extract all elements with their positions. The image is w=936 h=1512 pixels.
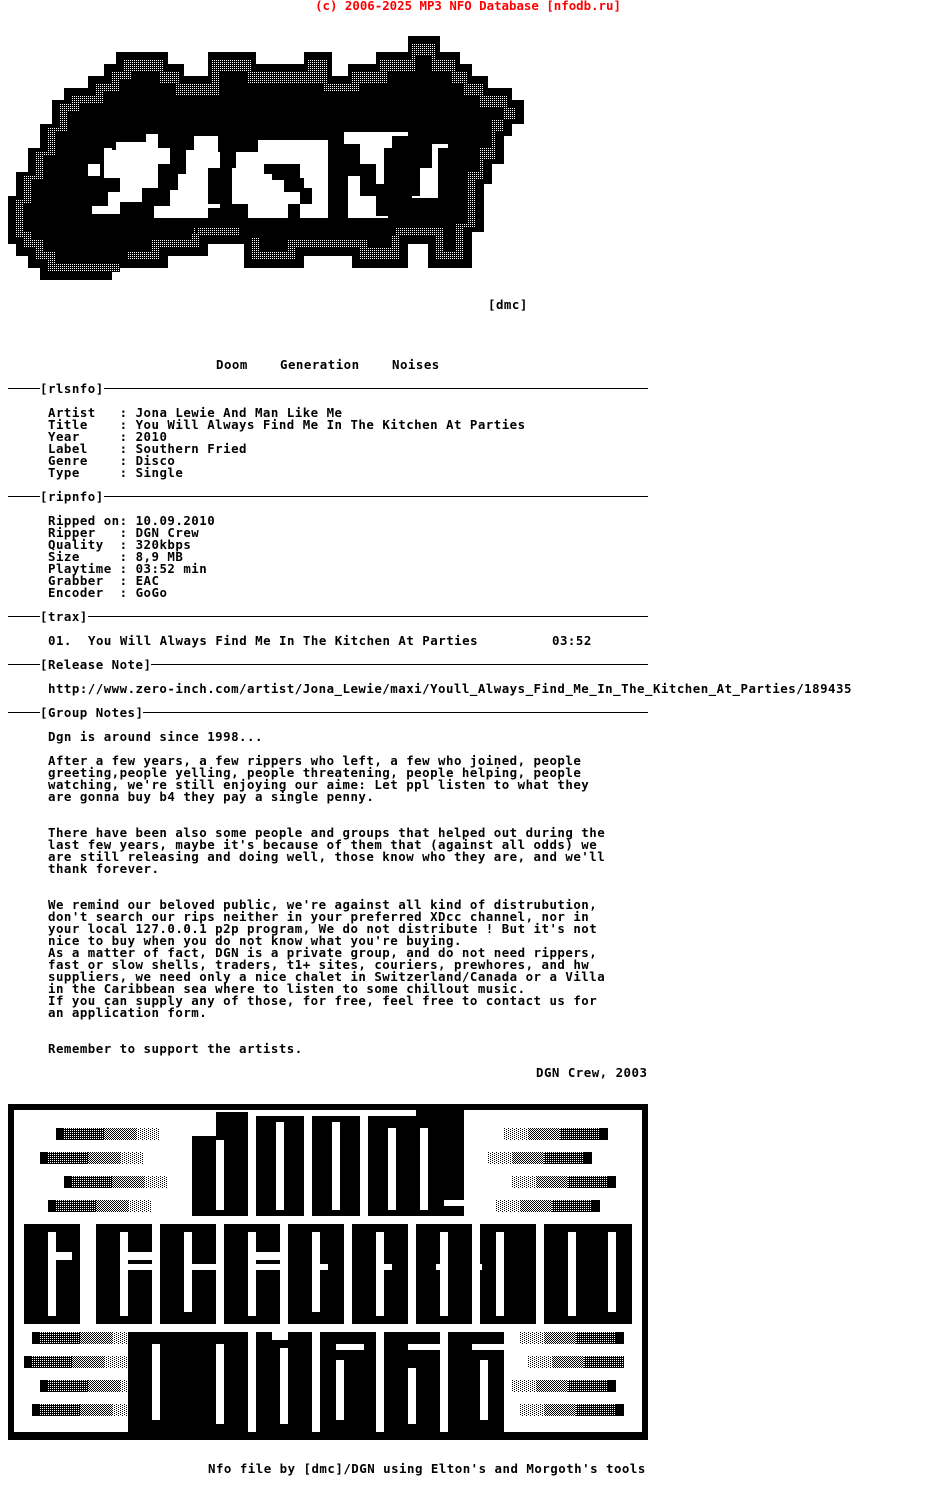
- ripper-value: DGN Crew: [135, 525, 200, 540]
- section-header-release-note: [Release Note]: [8, 659, 648, 671]
- genre-value: Disco: [135, 453, 176, 468]
- track-title: You Will Always Find Me In The Kitchen At Parties: [88, 633, 479, 648]
- notes-line: thank forever.: [48, 861, 160, 876]
- year-value: 2010: [135, 429, 168, 444]
- field-label: Ripped on:: [48, 513, 136, 528]
- group-name-noises: Noises: [392, 357, 440, 372]
- notes-line: We remind our beloved public, we're against all kind of distrubution,: [48, 897, 598, 912]
- notes-line: last few years, maybe it's because of them that (against all odds) we: [48, 837, 598, 852]
- section-header-trax: [trax]: [8, 611, 648, 623]
- quality-value: 320kbps: [135, 537, 192, 552]
- footer-credit: Nfo file by [dmc]/DGN using Elton's and Morgoth's tools: [208, 1461, 646, 1476]
- track-time: 03:52: [552, 633, 592, 648]
- notes-line: are gonna buy b4 they pay a single penny.: [48, 789, 375, 804]
- field-label: Genre :: [48, 453, 136, 468]
- section-header-ripnfo: [ripnfo]: [8, 491, 648, 503]
- field-label: Grabber :: [48, 573, 136, 588]
- size-value: 8,9 MB: [135, 549, 184, 564]
- notes-line: are still releasing and doing well, those know who they are, and we'll: [48, 849, 606, 864]
- playtime-value: 03:52 min: [135, 561, 208, 576]
- field-label: Ripper :: [48, 525, 136, 540]
- section-header-group-notes: [Group Notes]: [8, 707, 648, 719]
- type-value: Single: [135, 465, 184, 480]
- title-value: You Will Always Find Me In The Kitchen At Parties: [135, 417, 526, 432]
- track-number: 01.: [48, 633, 72, 648]
- field-label: Year :: [48, 429, 136, 444]
- ripped-on-value: 10.09.2010: [135, 513, 216, 528]
- notes-line: suppliers, we need only a nice chalet in Switzerland/Canada or a Villa: [48, 969, 606, 984]
- notes-line: After a few years, a few rippers who left, a few who joined, people: [48, 753, 582, 768]
- section-header-rlsnfo: [rlsnfo]: [8, 383, 648, 395]
- field-label: Title :: [48, 417, 136, 432]
- release-note-url[interactable]: http://www.zero-inch.com/artist/Jona_Lewie/maxi/Youll_Always_Find_Me_In_The_Kitchen_At_Parties/189435: [48, 681, 852, 696]
- field-label: Label :: [48, 441, 136, 456]
- notes-line: greeting,people yelling, people threatening, people helping, people: [48, 765, 582, 780]
- copyright-banner: (c) 2006-2025 MP3 NFO Database [nfodb.ru]: [315, 0, 621, 13]
- field-label: Encoder :: [48, 585, 136, 600]
- field-label: Artist :: [48, 405, 136, 420]
- field-encoder: [48, 587, 167, 599]
- label-value: Southern Fried: [135, 441, 247, 456]
- group-name-doom: Doom: [216, 357, 248, 372]
- field-label: Quality :: [48, 537, 136, 552]
- field-label: Playtime :: [48, 561, 136, 576]
- notes-line: an application form.: [48, 1005, 208, 1020]
- dgn-graffiti-logo: [8, 28, 648, 296]
- encoder-value: GoGo: [135, 585, 168, 600]
- notes-line: your local 127.0.0.1 p2p program, We do not distribute ! But it's not: [48, 921, 598, 936]
- doom-generation-noises-logo: [8, 1104, 648, 1440]
- group-name-generation: Generation: [280, 357, 360, 372]
- signature: DGN Crew, 2003: [536, 1065, 648, 1080]
- field-label: Type :: [48, 465, 136, 480]
- notes-line: fast or slow shells, traders, t1+ sites, couriers, prewhores, and hw: [48, 957, 590, 972]
- field-label: Size :: [48, 549, 136, 564]
- notes-line: in the Caribbean sea where to listen to some chillout music.: [48, 981, 526, 996]
- logo-credit: [dmc]: [488, 297, 528, 312]
- notes-line: nice to buy when you do not know what you're buying.: [48, 933, 462, 948]
- notes-line: don't search our rips neither in your preferred XDcc channel, nor in: [48, 909, 590, 924]
- artist-value: Jona Lewie And Man Like Me: [135, 405, 343, 420]
- notes-line: As a matter of fact, DGN is a private group, and do not need rippers,: [48, 945, 598, 960]
- grabber-value: EAC: [135, 573, 160, 588]
- notes-line: watching, we're still enjoying our aime: Let ppl listen to what they: [48, 777, 590, 792]
- field-type: [48, 467, 183, 479]
- notes-line: There have been also some people and groups that helped out during the: [48, 825, 606, 840]
- notes-line: Dgn is around since 1998...: [48, 729, 263, 744]
- notes-line: Remember to support the artists.: [48, 1041, 303, 1056]
- notes-line: If you can supply any of those, for free, feel free to contact us for: [48, 993, 598, 1008]
